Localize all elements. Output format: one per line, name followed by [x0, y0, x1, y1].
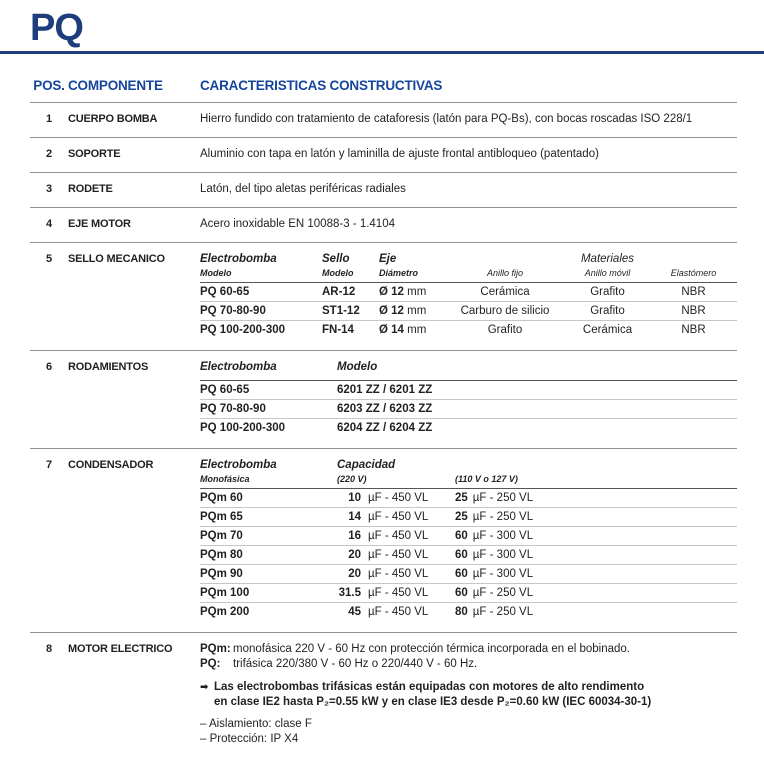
- shaft-diameter: Ø 14 mm: [379, 324, 427, 336]
- capacity-110v: 80 µF - 250 VL: [455, 606, 534, 618]
- col-header-electrobomba: Electrobomba: [200, 253, 277, 265]
- pos-number: 1: [45, 113, 53, 125]
- component-description: Aluminio con tapa en latón y laminilla de ajuste frontal antibloqueo (patentado): [200, 148, 599, 160]
- shaft-diameter: Ø 12 mm: [379, 305, 427, 317]
- bearing-model: 6201 ZZ / 6201 ZZ: [337, 384, 433, 396]
- table-row: [30, 350, 737, 448]
- pump-model: PQ 60-65: [200, 384, 250, 396]
- capacity-220v: 31.5 µF - 450 VL: [338, 587, 429, 599]
- sello-table-head: [200, 252, 737, 267]
- components-table: [30, 54, 737, 758]
- header-componente: COMPONENTE: [68, 78, 163, 93]
- pump-model: PQm 65: [200, 511, 243, 523]
- motor-spec-label: PQm:: [200, 643, 231, 655]
- pump-model: PQm 200: [200, 606, 250, 618]
- condensador-row: [200, 603, 737, 621]
- pos-number: 8: [45, 643, 53, 655]
- capacity-220v: 20 µF - 450 VL: [348, 568, 429, 580]
- pump-model: PQ 100-200-300: [200, 324, 286, 336]
- subcol-modelo: Modelo: [322, 268, 354, 278]
- bullet-aislamiento: – Aislamiento: clase F: [200, 718, 312, 730]
- pump-model: PQ 60-65: [200, 286, 250, 298]
- capacity-220v: 20 µF - 450 VL: [348, 549, 429, 561]
- capacity-110v: 60 µF - 250 VL: [455, 587, 534, 599]
- capacity-110v: 25 µF - 250 VL: [455, 511, 534, 523]
- motor-spec-text: monofásica 220 V - 60 Hz con protección térmica incorporada en el bobinado.: [233, 643, 630, 655]
- component-name: SELLO MECANICO: [68, 253, 165, 265]
- col-header-eje: Eje: [379, 253, 397, 265]
- sello-table-subhead: [200, 267, 737, 283]
- condensador-row: [200, 508, 737, 527]
- motor-spec-line: [200, 657, 737, 672]
- table-row: [30, 448, 737, 632]
- component-name: SOPORTE: [68, 148, 121, 160]
- seal-model: ST1-12: [322, 305, 360, 317]
- rodamientos-table-head: [200, 360, 737, 375]
- motor-spec-line: [200, 642, 737, 657]
- efficiency-note: [200, 680, 737, 710]
- component-name: RODETE: [68, 183, 113, 195]
- seal-model: FN-14: [322, 324, 354, 336]
- motor-electrico-details: [200, 642, 737, 747]
- pos-number: 3: [45, 183, 53, 195]
- table-row: [30, 102, 737, 137]
- rodamientos-row: [200, 400, 737, 419]
- capacity-110v: 60 µF - 300 VL: [455, 568, 534, 580]
- component-name: CONDENSADOR: [68, 459, 154, 471]
- fixed-ring-material: Carburo de silicio: [460, 305, 550, 317]
- pump-model: PQm 60: [200, 492, 243, 504]
- motor-bullet-list: [200, 717, 737, 747]
- pos-number: 4: [45, 218, 53, 230]
- pump-model: PQ 100-200-300: [200, 422, 286, 434]
- shaft-diameter: Ø 12 mm: [379, 286, 427, 298]
- rodamientos-row: [200, 419, 737, 437]
- sello-row: [200, 302, 737, 321]
- header-pos: POS.: [33, 78, 65, 93]
- moving-ring-material: Grafito: [590, 305, 625, 317]
- pump-model: PQm 80: [200, 549, 243, 561]
- subcol-anillo-fijo: Anillo fijo: [486, 268, 524, 278]
- subcol-220v: (220 V): [337, 474, 367, 484]
- component-description: Acero inoxidable EN 10088-3 - 1.4104: [200, 218, 395, 230]
- bearing-model: 6204 ZZ / 6204 ZZ: [337, 422, 433, 434]
- col-header-electrobomba: Electrobomba: [200, 361, 277, 373]
- table-row: [30, 242, 737, 350]
- fixed-ring-material: Grafito: [487, 324, 523, 336]
- col-header-modelo: Modelo: [337, 361, 378, 373]
- page-title: PQ: [30, 7, 83, 49]
- subcol-diametro: Diámetro: [379, 268, 419, 278]
- masthead: [0, 0, 764, 49]
- condensador-row: [200, 489, 737, 508]
- elastomer-material: NBR: [681, 286, 706, 298]
- rodamientos-table: [200, 360, 737, 437]
- moving-ring-material: Grafito: [590, 286, 625, 298]
- elastomer-material: NBR: [681, 324, 706, 336]
- component-name: CUERPO BOMBA: [68, 113, 158, 125]
- table-header-row: [30, 54, 737, 102]
- elastomer-material: NBR: [681, 305, 706, 317]
- moving-ring-material: Cerámica: [582, 324, 633, 336]
- subcol-elastomero: Elastómero: [670, 268, 717, 278]
- component-description: Hierro fundido con tratamiento de cataforesis (latón para PQ-Bs), con bocas roscadas ISO 228/1: [200, 113, 693, 125]
- subcol-110v: (110 V o 127 V): [455, 474, 518, 484]
- condensador-row: [200, 584, 737, 603]
- capacity-220v: 45 µF - 450 VL: [348, 606, 429, 618]
- pos-number: 7: [45, 459, 53, 471]
- pump-model: PQ 70-80-90: [200, 403, 266, 415]
- table-row: [30, 172, 737, 207]
- capacity-220v: 10 µF - 450 VL: [348, 492, 429, 504]
- seal-model: AR-12: [322, 286, 356, 298]
- efficiency-note-text: Las electrobombas trifásicas están equipadas con motores de alto rendimento en clase IE2 hasta P₂=0.55 kW y en clase IE3 desde P₂=0.60 kW (IEC 60034-30-1): [214, 681, 652, 708]
- sello-mecanico-table: [200, 252, 737, 339]
- subcol-anillo-movil: Anillo móvil: [584, 268, 631, 278]
- fixed-ring-material: Cerámica: [480, 286, 530, 298]
- motor-spec-text: trifásica 220/380 V - 60 Hz o 220/440 V - 60 Hz.: [233, 658, 478, 670]
- component-name: RODAMIENTOS: [68, 361, 149, 373]
- component-description: Latón, del tipo aletas periféricas radiales: [200, 183, 406, 195]
- capacity-220v: 14 µF - 450 VL: [348, 511, 429, 523]
- condensador-table-head: [200, 458, 737, 473]
- capacity-110v: 60 µF - 300 VL: [455, 530, 534, 542]
- condensador-table: [200, 458, 737, 621]
- condensador-row: [200, 546, 737, 565]
- component-name: MOTOR ELECTRICO: [68, 643, 173, 655]
- pos-number: 5: [45, 253, 53, 265]
- pos-number: 6: [45, 361, 53, 373]
- col-header-materiales: Materiales: [580, 253, 635, 265]
- bearing-model: 6203 ZZ / 6203 ZZ: [337, 403, 433, 415]
- col-header-sello: Sello: [322, 253, 350, 265]
- sello-row: [200, 283, 737, 302]
- table-row: [30, 137, 737, 172]
- table-row: [30, 207, 737, 242]
- subcol-monofasica: Monofásica: [200, 474, 250, 484]
- pump-model: PQm 100: [200, 587, 250, 599]
- condensador-row: [200, 527, 737, 546]
- capacity-220v: 16 µF - 450 VL: [348, 530, 429, 542]
- component-name: EJE MOTOR: [68, 218, 131, 230]
- pos-number: 2: [45, 148, 53, 160]
- condensador-table-subhead: [200, 473, 737, 489]
- rodamientos-row: [200, 381, 737, 400]
- col-header-electrobomba: Electrobomba: [200, 459, 277, 471]
- table-row: [30, 632, 737, 758]
- col-header-capacidad: Capacidad: [337, 459, 396, 471]
- header-caracteristicas: CARACTERISTICAS CONSTRUCTIVAS: [200, 78, 443, 93]
- sello-row: [200, 321, 737, 339]
- capacity-110v: 60 µF - 300 VL: [455, 549, 534, 561]
- condensador-row: [200, 565, 737, 584]
- pump-model: PQm 70: [200, 530, 243, 542]
- pump-model: PQm 90: [200, 568, 243, 580]
- bullet-proteccion: – Protección: IP X4: [200, 733, 299, 745]
- capacity-110v: 25 µF - 250 VL: [455, 492, 534, 504]
- right-arrow-icon: ➡: [200, 682, 209, 693]
- motor-spec-label: PQ:: [200, 658, 221, 670]
- subcol-modelo: Modelo: [200, 268, 232, 278]
- pump-model: PQ 70-80-90: [200, 305, 266, 317]
